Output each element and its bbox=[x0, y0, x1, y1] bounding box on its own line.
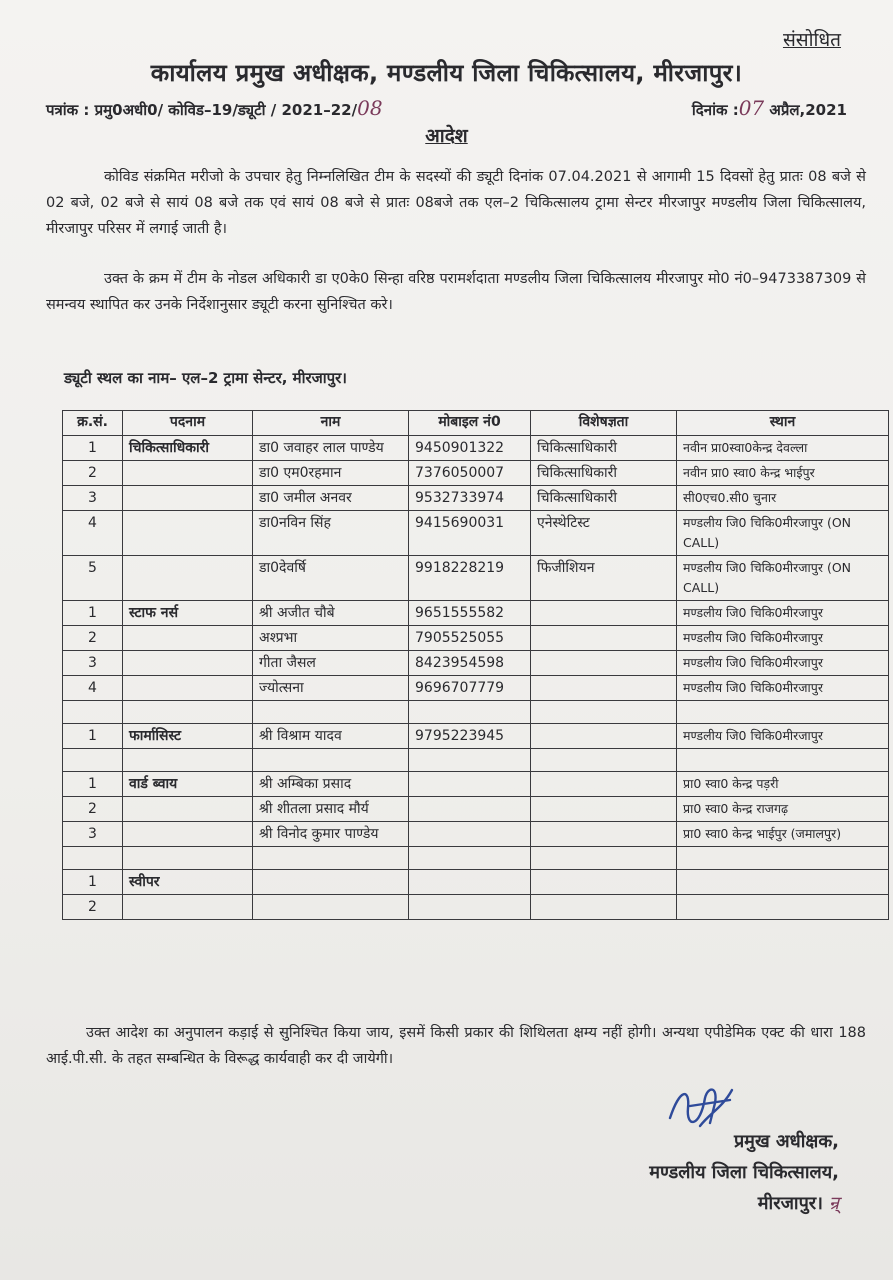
cell-mobile: 7376050007 bbox=[409, 461, 531, 486]
cell-name: डा0 जवाहर लाल पाण्डेय bbox=[253, 436, 409, 461]
cell-specialty bbox=[531, 601, 677, 626]
reference-handwritten-number: 08 bbox=[357, 96, 383, 120]
cell-name: डा0देवर्षि bbox=[253, 556, 409, 601]
cell-serial: 1 bbox=[63, 436, 123, 461]
cell-mobile bbox=[409, 749, 531, 772]
cell-serial: 4 bbox=[63, 511, 123, 556]
cell-name bbox=[253, 749, 409, 772]
table-body bbox=[63, 436, 889, 920]
cell-serial bbox=[63, 701, 123, 724]
table-row bbox=[63, 772, 889, 797]
cell-mobile bbox=[409, 847, 531, 870]
cell-serial: 5 bbox=[63, 556, 123, 601]
cell-name: डा0 जमील अनवर bbox=[253, 486, 409, 511]
signatory-title: प्रमुख अधीक्षक, bbox=[733, 1131, 839, 1152]
cell-name: श्री अजीत चौबे bbox=[253, 601, 409, 626]
cell-name: श्री विश्राम यादव bbox=[253, 724, 409, 749]
date-month-year: अप्रैल,2021 bbox=[764, 101, 847, 119]
reference-number bbox=[46, 96, 383, 120]
cell-mobile: 9795223945 bbox=[409, 724, 531, 749]
cell-serial: 1 bbox=[63, 870, 123, 895]
cell-serial bbox=[63, 847, 123, 870]
cell-specialty: फिजीशियन bbox=[531, 556, 677, 601]
cell-post bbox=[123, 701, 253, 724]
header-specialty: विशेषज्ञता bbox=[531, 411, 677, 436]
table-row bbox=[63, 822, 889, 847]
header-mobile: मोबाइल नं0 bbox=[409, 411, 531, 436]
cell-name: श्री अम्बिका प्रसाद bbox=[253, 772, 409, 797]
cell-name: श्री शीतला प्रसाद मौर्य bbox=[253, 797, 409, 822]
table-row bbox=[63, 461, 889, 486]
cell-mobile bbox=[409, 797, 531, 822]
cell-mobile: 9696707779 bbox=[409, 676, 531, 701]
cell-post bbox=[123, 626, 253, 651]
cell-mobile: 9532733974 bbox=[409, 486, 531, 511]
cell-specialty bbox=[531, 651, 677, 676]
cell-specialty bbox=[531, 895, 677, 920]
cell-mobile: 9415690031 bbox=[409, 511, 531, 556]
order-date bbox=[692, 96, 847, 120]
cell-location: मण्डलीय जि0 चिकि0मीरजापुर bbox=[677, 651, 889, 676]
cell-post: स्टाफ नर्स bbox=[123, 601, 253, 626]
table-row bbox=[63, 556, 889, 601]
order-title: आदेश bbox=[425, 125, 468, 147]
paragraph-nodal-officer: उक्त के क्रम में टीम के नोडल अधिकारी डा ए0के0 सिन्हा वरिष्ठ परामर्शदाता मण्डलीय जिला चिकित्सालय मीरजापुर मो0 नं0–9473387309 से समन्वय स्थापित कर उनके निर्देशानुसार ड्यूटी करना सुनिश्चित करे। bbox=[46, 271, 866, 313]
cell-location: प्रा0 स्वा0 केन्द्र भाईपुर (जमालपुर) bbox=[677, 822, 889, 847]
cell-serial bbox=[63, 749, 123, 772]
cell-serial: 1 bbox=[63, 601, 123, 626]
cell-post bbox=[123, 461, 253, 486]
cell-mobile: 9918228219 bbox=[409, 556, 531, 601]
cell-mobile bbox=[409, 870, 531, 895]
cell-name: डा0नविन सिंह bbox=[253, 511, 409, 556]
cell-serial: 2 bbox=[63, 461, 123, 486]
cell-serial: 3 bbox=[63, 486, 123, 511]
cell-location: मण्डलीय जि0 चिकि0मीरजापुर bbox=[677, 601, 889, 626]
cell-location: नवीन प्रा0 स्वा0 केन्द्र भाईपुर bbox=[677, 461, 889, 486]
cell-specialty: चिकित्साधिकारी bbox=[531, 436, 677, 461]
cell-specialty bbox=[531, 626, 677, 651]
cell-mobile bbox=[409, 895, 531, 920]
table-row bbox=[63, 651, 889, 676]
cell-mobile: 8423954598 bbox=[409, 651, 531, 676]
header-name: नाम bbox=[253, 411, 409, 436]
cell-post: स्वीपर bbox=[123, 870, 253, 895]
cell-specialty bbox=[531, 676, 677, 701]
table-row bbox=[63, 626, 889, 651]
cell-location bbox=[677, 701, 889, 724]
cell-location: नवीन प्रा0स्वा0केन्द्र देवल्ला bbox=[677, 436, 889, 461]
cell-name bbox=[253, 701, 409, 724]
cell-name: गीता जैसल bbox=[253, 651, 409, 676]
paragraph-duty-schedule: कोविड संक्रमित मरीजो के उपचार हेतु निम्नलिखित टीम के सदस्यों की ड्यूटी दिनांक 07.04.2021 से आगामी 15 दिवसों हेतु प्रातः 08 बजे से 02 बजे, 02 बजे से सायं 08 बजे तक एवं सायं 08 बजे से प्रातः 08बजे तक एल–2 चिकित्सालय ट्रामा सेन्टर मीरजापुर मण्डलीय जिला चिकित्सालय, मीरजापुर परिसर में लगाई जाती है। bbox=[46, 169, 866, 237]
cell-specialty bbox=[531, 847, 677, 870]
cell-specialty: एनेस्थेटिस्ट bbox=[531, 511, 677, 556]
table-row bbox=[63, 797, 889, 822]
cell-specialty bbox=[531, 749, 677, 772]
cell-post bbox=[123, 822, 253, 847]
cell-post bbox=[123, 797, 253, 822]
table-row bbox=[63, 701, 889, 724]
cell-post: चिकित्साधिकारी bbox=[123, 436, 253, 461]
cell-mobile bbox=[409, 772, 531, 797]
header-location: स्थान bbox=[677, 411, 889, 436]
cell-location: मण्डलीय जि0 चिकि0मीरजापुर bbox=[677, 724, 889, 749]
cell-mobile: 7905525055 bbox=[409, 626, 531, 651]
revised-stamp: संसोधित bbox=[782, 29, 841, 51]
cell-mobile bbox=[409, 701, 531, 724]
cell-serial: 2 bbox=[63, 895, 123, 920]
cell-mobile: 9450901322 bbox=[409, 436, 531, 461]
cell-specialty bbox=[531, 724, 677, 749]
cell-location: प्रा0 स्वा0 केन्द्र राजगढ़ bbox=[677, 797, 889, 822]
cell-mobile: 9651555582 bbox=[409, 601, 531, 626]
table-row bbox=[63, 676, 889, 701]
handwritten-initial: न्र् bbox=[829, 1193, 839, 1214]
cell-name: ज्योत्सना bbox=[253, 676, 409, 701]
cell-specialty bbox=[531, 772, 677, 797]
cell-location: मण्डलीय जि0 चिकि0मीरजापुर (ON CALL) bbox=[677, 511, 889, 556]
signatory-city: मीरजापुर। न्र् bbox=[649, 1188, 839, 1219]
cell-post bbox=[123, 651, 253, 676]
cell-location: मण्डलीय जि0 चिकि0मीरजापुर bbox=[677, 626, 889, 651]
table-row bbox=[63, 601, 889, 626]
table-row bbox=[63, 749, 889, 772]
cell-mobile bbox=[409, 822, 531, 847]
cell-post: वार्ड ब्वाय bbox=[123, 772, 253, 797]
cell-post bbox=[123, 895, 253, 920]
cell-location: मण्डलीय जि0 चिकि0मीरजापुर bbox=[677, 676, 889, 701]
cell-location: प्रा0 स्वा0 केन्द्र पड़री bbox=[677, 772, 889, 797]
cell-post bbox=[123, 511, 253, 556]
cell-post bbox=[123, 556, 253, 601]
table-row bbox=[63, 486, 889, 511]
reference-prefix: पत्रांक : प्रमु0अधी0/ कोविड–19/ड्यूटी / 2021–22/ bbox=[46, 101, 358, 119]
cell-specialty bbox=[531, 797, 677, 822]
cell-serial: 1 bbox=[63, 724, 123, 749]
cell-serial: 4 bbox=[63, 676, 123, 701]
signatory-block bbox=[649, 1126, 839, 1219]
cell-name bbox=[253, 895, 409, 920]
table-row bbox=[63, 870, 889, 895]
cell-specialty: चिकित्साधिकारी bbox=[531, 486, 677, 511]
header-post: पदनाम bbox=[123, 411, 253, 436]
cell-post bbox=[123, 676, 253, 701]
date-handwritten-day: 07 bbox=[738, 96, 765, 120]
table-row bbox=[63, 436, 889, 461]
cell-post bbox=[123, 847, 253, 870]
cell-name: डा0 एम0रहमान bbox=[253, 461, 409, 486]
cell-specialty bbox=[531, 822, 677, 847]
office-heading: कार्यालय प्रमुख अधीक्षक, मण्डलीय जिला चिकित्सालय, मीरजापुर। bbox=[150, 59, 743, 87]
cell-location: सी0एच0.सी0 चुनार bbox=[677, 486, 889, 511]
paragraph-compliance: उक्त आदेश का अनुपालन कड़ाई से सुनिश्चित किया जाय, इसमें किसी प्रकार की शिथिलता क्षम्य नहीं होगी। अन्यथा एपीडेमिक एक्ट की धारा 188 आई.पी.सी. के तहत सम्बन्धित के विरूद्ध कार्यवाही कर दी जायेगी। bbox=[46, 1025, 866, 1067]
cell-location: मण्डलीय जि0 चिकि0मीरजापुर (ON CALL) bbox=[677, 556, 889, 601]
duty-roster-table bbox=[62, 410, 889, 920]
cell-serial: 2 bbox=[63, 797, 123, 822]
duty-site: ड्यूटी स्थल का नाम– एल–2 ट्रामा सेन्टर, मीरजापुर। bbox=[64, 369, 347, 387]
cell-location bbox=[677, 895, 889, 920]
cell-post bbox=[123, 486, 253, 511]
cell-name: श्री विनोद कुमार पाण्डेय bbox=[253, 822, 409, 847]
table-row bbox=[63, 511, 889, 556]
signatory-office: मण्डलीय जिला चिकित्सालय, bbox=[649, 1162, 839, 1183]
cell-specialty bbox=[531, 870, 677, 895]
table-row bbox=[63, 895, 889, 920]
cell-name bbox=[253, 847, 409, 870]
cell-serial: 1 bbox=[63, 772, 123, 797]
cell-name: अश्प्रभा bbox=[253, 626, 409, 651]
header-serial: क्र.सं. bbox=[63, 411, 123, 436]
cell-serial: 3 bbox=[63, 822, 123, 847]
cell-location bbox=[677, 847, 889, 870]
table-row bbox=[63, 847, 889, 870]
date-label: दिनांक : bbox=[691, 101, 739, 119]
cell-location bbox=[677, 870, 889, 895]
cell-name bbox=[253, 870, 409, 895]
cell-post bbox=[123, 749, 253, 772]
cell-location bbox=[677, 749, 889, 772]
table-header-row bbox=[63, 411, 889, 436]
table-row bbox=[63, 724, 889, 749]
cell-specialty bbox=[531, 701, 677, 724]
cell-serial: 2 bbox=[63, 626, 123, 651]
cell-serial: 3 bbox=[63, 651, 123, 676]
cell-post: फार्मासिस्ट bbox=[123, 724, 253, 749]
cell-specialty: चिकित्साधिकारी bbox=[531, 461, 677, 486]
